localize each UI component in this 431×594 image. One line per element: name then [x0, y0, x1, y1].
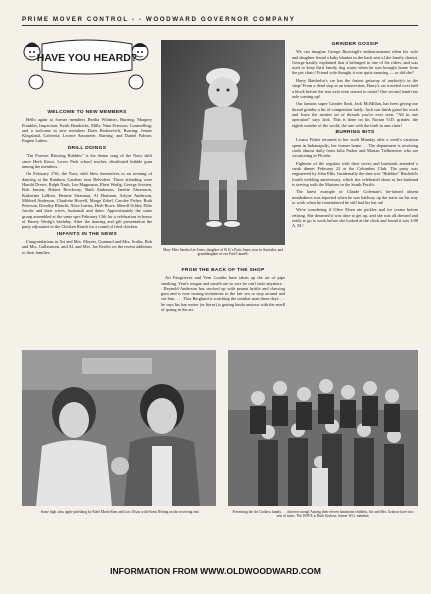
back-of-shop-text: Art Fairgrieves and Vern Goodin have taken up the art of pipe smoking. Vern's tongue and mouth are so sore he can't taste anymore. . . Reynold Anderson has stocked up with peanut brittle and chewing gum and is now issuing invitations to the fair sex to stop around and see him. . . . Thor Berglund is watching the weather man these days . . . he says his hay motor (or horse) is getting kinda anxious with the smell of spring in the air. — [161, 275, 285, 313]
drill-text-1: "I'm Forever Blowing Bubbles" is the theme song of the Navy shift since Herb Rowe, Loves Park school teacher, distributed bubble gum among the members. — [22, 153, 152, 169]
column-2 — [161, 266, 285, 315]
grinder-text-1: We can imagine George Burrough's embarrassment when his wife and daughter found a baby blanket in the back seat of the family chariot. George hastily explained that it belonged to one of his riders, and was used to keep their family dog warm when he was brought home from the pet clinic! Friend wife thought it was quite amusing — or did she? — [292, 49, 418, 76]
drill-text-2: On February 17th, the Navy shift blew themselves to an evening of dancing at the Rainbow Gardens near Belvidere. Those attending were Harold Drews, Ralph Nash, Lee Magnuson, Ebert Wedig, George Joosten, Bob Jansen, Robert Brockway, Ruth Anderson, Janette Abramson, Katherine LaBore, Hermie Stratman, Al Hartman, Arlyne Anderson, Mildred Anderson, Charlotte Howell, Marge Zobel, Carolee Fisher, Ruth Peterson, Dorothy Blanchi, Alice Lenins, Herb Rowe, Merrill Uthler, Effie Jacobs and their wives, husbands and dates. Approximately the same group assembled at the same spot February 13th for a celebration in honor of Emery Wedig's birthday. After the dancing and gift presentation the party adjourned to the Chicken Ranch for a round of fried chicken. — [22, 171, 152, 230]
grinder-text-3: Our famous super Grinder flash, Jack McMillan, has been giving our thread grinder a bit of competition lately. Jack can finish grind his work and leave the neatest set of threads you've ever seen. "All in one operation" says Jack. This is done on his Norton O.D. grinder, the eighth wonder of the world, the one with the built in arm chair! — [292, 101, 418, 128]
heading-infants: INFANTS IN THE NEWS — [56, 231, 118, 237]
masthead-rule — [22, 25, 418, 26]
grabow-family-photo — [228, 350, 418, 506]
have-you-heard-banner — [22, 38, 152, 98]
heading-drill-doings: DRILL DOINGS — [67, 145, 107, 151]
infants-text: Congratulations to Art and Mrs. Meyers, Gunnard and Mrs. Scalin, Bob and Mrs. Gulbranson, and Al, and Mrs. Joe Kistler on the recent additions to their families. — [22, 239, 152, 255]
grabow-family-caption: Presenting the Art Grabow family . . . thirteen strong! Among their eleven handsome children, Art and Mrs. Grabow have two sets of twins. The WAVE is Ruth Grabow, former W.G. member. — [232, 510, 414, 519]
child-photo-caption: Mary Miss Sandra Lee Jones, daughter of W.G.'s Paris Jones, now in Australia, and granddaughter of our Fred Cannell. — [163, 248, 283, 257]
source-footer: INFORMATION FROM WWW.OLDWOODWARD.COM — [110, 566, 321, 576]
welcome-text: Hello again to former members Bertha Whitmer, Burring; Margery Franklin, Inspection; Keith Hendricks, Mills; Nina Peterson, Counselling; and a welcome to new members Doris Radosevich, Burring; Jennie Kingsland, Cafeteria; Leonce Sassmeier, Burring; and Daniel Palmer, Engine Lathes. — [22, 117, 152, 144]
apple-polishing-caption: Some high class apple polishing by Ethel Marie Rom and Lois Olson with Norm Nelong on the receiving end. — [40, 510, 200, 514]
burring-text-1: Louisa Fisher returned to her work Monday after a week's vacation spent in Indianapolis, her former home. . . The department is receiving cards almost daily from Julia Parker and Marian Tielkemeier who are vacationing in Florida. — [292, 137, 418, 159]
child-photo — [161, 40, 285, 245]
banner-title: HAVE YOU HEARD? — [36, 52, 138, 64]
heading-burring-bits: BURRING BITS — [335, 130, 375, 136]
burring-text-2: Eighteen of the regulars with their wives and husbands attended a steak dinner February 22 at the Columbus Club. The party was engineered by John Ellis. Incidentally the date was "Bubbles" Benfield's fourth wedding anniversary, which she celebrated alone as her husband is serving with the Marines in the South Pacific. — [292, 160, 418, 187]
column-3 — [292, 40, 418, 231]
heading-back-of-shop: FROM THE BACK OF THE SHOP — [181, 268, 265, 273]
apple-polishing-photo — [22, 350, 216, 506]
burring-text-3: The latest example of Claude Coleman's far-famed absent mindedness was reported when he was halfway up the stairs on his way to work when he remembered he still had his hat on! — [292, 189, 418, 205]
column-1 — [22, 108, 152, 257]
grinder-text-2: Harry Batchelor's car has the fastest getaway of anybody's in the shop! From a dead stop at an intersection, Harry's car traveled over half a block before the rear axle even started to rotate! One second hand rear axle coming up! — [292, 77, 418, 99]
heading-welcome: WELCOME TO NEW MEMBERS — [47, 110, 127, 115]
burring-text-4: We're wondering if Olive Elsen ate pickles and ice cream before retiring. She dreamed it was time to get up, and she was all dressed and ready to go to work before she looked at the clock and found it was 3:00 A. M.! — [292, 207, 418, 229]
masthead: PRIME MOVER CONTROL - - WOODWARD GOVERNOR COMPANY — [22, 16, 296, 23]
heading-grinder-gossip: GRINDER GOSSIP — [331, 42, 379, 47]
